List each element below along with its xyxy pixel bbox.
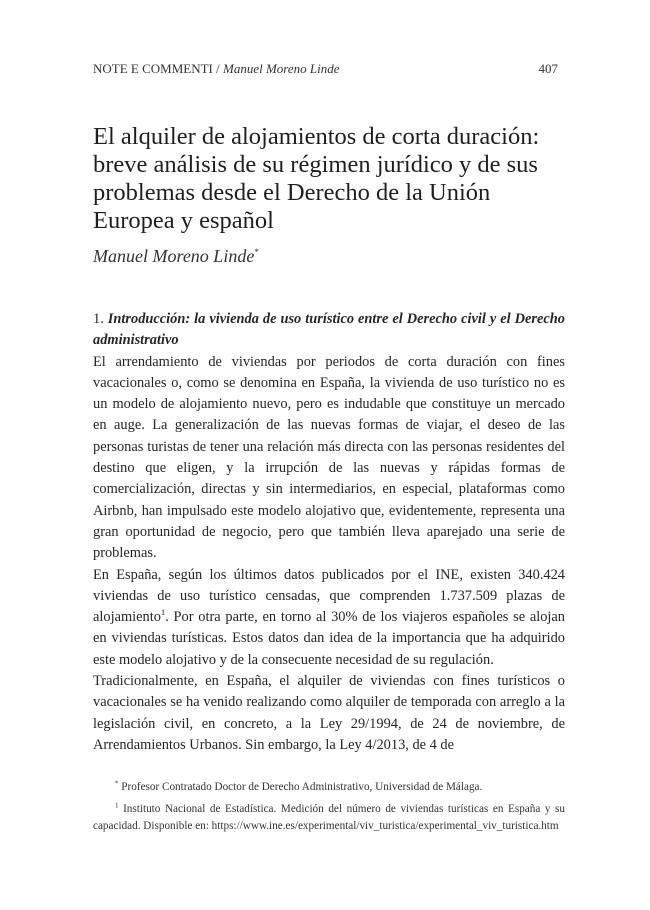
paragraph-2-text-b: . Por otra parte, en torno al 30% de los viajeros españoles se alojan en viviendas turísticas. Estos datos dan idea de la importancia que ha adquirido este modelo alojativo y de la consecuente necesidad de su regulación.	[93, 609, 565, 668]
running-author: Manuel Moreno Linde	[223, 61, 340, 76]
article-body	[93, 309, 565, 756]
footnotes	[93, 779, 565, 835]
paragraph-2-text-a: En España, según los últimos datos publicados por el INE, existen 340.424 viviendas de uso turístico censadas, que comprenden 1.737.509 plazas de alojamiento	[93, 566, 565, 626]
article-author	[93, 246, 259, 267]
author-footnote-mark: *	[254, 247, 259, 257]
author-name: Manuel Moreno Linde	[93, 246, 255, 266]
section-heading	[93, 309, 565, 352]
footnote-ref-1[interactable]: 1	[160, 607, 166, 618]
running-title	[93, 61, 340, 77]
footnote-1-text: Instituto Nacional de Estadística. Medición del número de viviendas turísticas en España y su capacidad. Disponible en: https://www.ine.es/experimental/viv_turistica/experimental_viv_turistica.htm	[93, 803, 565, 832]
section-number: 1.	[93, 311, 104, 327]
footnote-star	[93, 779, 565, 796]
section-heading-text: Introducción: la vivienda de uso turístico entre el Derecho civil y el Derecho administrativo	[93, 311, 565, 349]
running-title-text: NOTE E COMMENTI /	[93, 61, 223, 76]
paragraph-2	[93, 565, 565, 671]
footnote-star-text: Profesor Contratado Doctor de Derecho Administrativo, Universidad de Málaga.	[121, 781, 483, 793]
footnote-1-mark: 1	[115, 801, 119, 810]
footnote-1	[93, 801, 565, 835]
paragraph-1: El arrendamiento de viviendas por periodos de corta duración con fines vacacionales o, como se denomina en España, la vivienda de uso turístico no es un modelo de alojamiento nuevo, pero es indudable que constituye un mercado en auge. La generalización de las nuevas formas de viajar, el deseo de las personas turistas de tener una relación más directa con las personas residentes del destino que eligen, y la irrupción de las nuevas y rápidas formas de comercialización, directas y sin intermediarios, en especial, plataformas como Airbnb, han impulsado este modelo alojativo que, evidentemente, representa una gran oportunidad de negocio, pero que también lleva aparejado una serie de problemas.	[93, 353, 565, 562]
footnote-star-mark: *	[115, 779, 119, 788]
paragraph-3: Tradicionalmente, en España, el alquiler de viviendas con fines turísticos o vacacionales se ha venido realizando como alquiler de temporada con arreglo a la legislación civil, en concreto, a la Ley 29/1994, de 24 de noviembre, de Arrendamientos Urbanos. Sin embargo, la Ley 4/2013, de 4 de	[93, 673, 565, 753]
running-header	[93, 61, 558, 83]
article-title: El alquiler de alojamientos de corta duración: breve análisis de su régimen jurídico y de sus problemas desde el Derecho de la Unión Europea y español	[93, 123, 540, 234]
page-number: 407	[538, 61, 558, 76]
